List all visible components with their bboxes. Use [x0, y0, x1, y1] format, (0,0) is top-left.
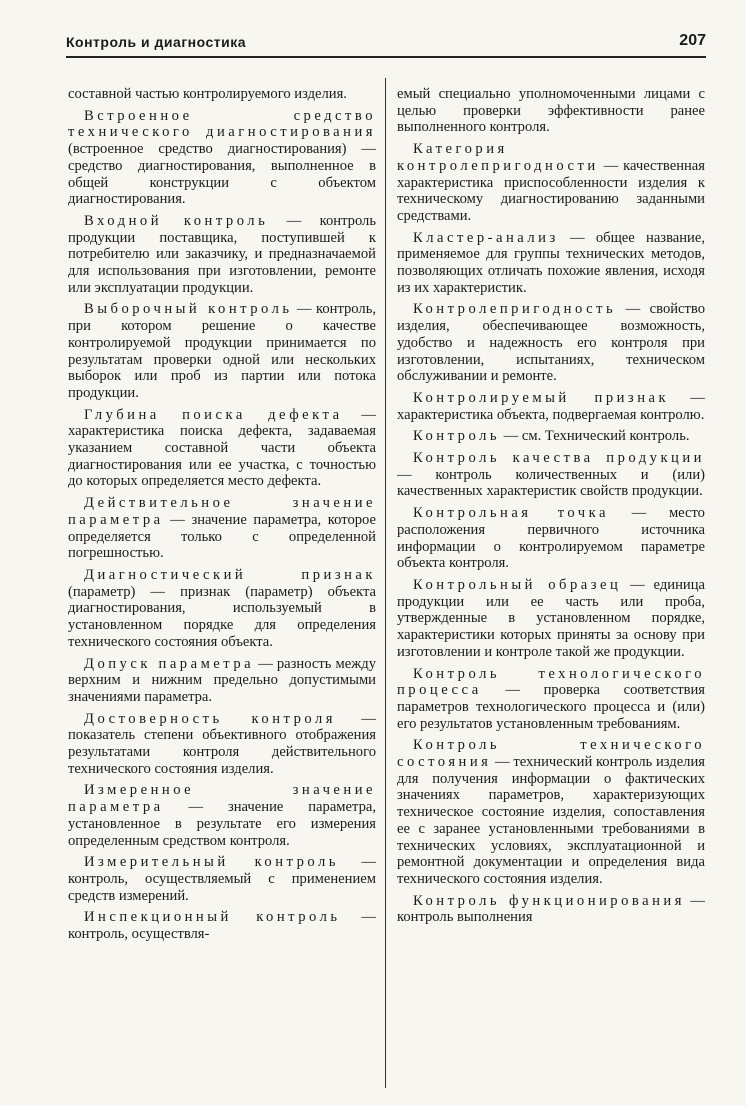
entry-term: Контроль технологического процесса [397, 665, 705, 699]
entry-definition: — контроль выполнения [397, 892, 705, 926]
glossary-entry [68, 108, 376, 208]
glossary-entry [68, 567, 376, 651]
glossary-entry [397, 893, 705, 926]
header-rule [66, 56, 706, 58]
entry-definition: — технический контроль изделия для получения информации о фактических значениях параметров, характеризующих техническое состояние изделия, сопоставления ее с заранее установленными требованиями в технических условиях, эксплуатационной и ремонтной документации и определения вида технического состояния изделия. [397, 754, 705, 887]
entry-term: Измерительный контроль [84, 854, 339, 871]
entry-term: Контрольный образец [413, 576, 622, 593]
entry-definition: — контроль, осуществля- [68, 909, 376, 943]
entry-definition: — свойство изделия, обеспечивающее возможность, удобство и надежность его контроля при изготовлении, испытаниях, техническом обслуживании и ремонте. [397, 301, 705, 385]
entry-definition: — единица продукции или ее часть или проба, утвержденные в установленном порядке, характеристики которых приняты за основу при изготовлении и контроле такой же продукции. [397, 576, 705, 660]
entry-definition: — показатель степени объективного отображения результатами контроля действительного технического состояния изделия. [68, 710, 376, 777]
glossary-entry [68, 909, 376, 942]
glossary-entry [397, 666, 705, 733]
entry-definition: — значение параметра, установленное в результате его измерения определенным средством контроля. [68, 799, 376, 849]
entry-definition: — проверка соответствия параметров технологического процесса и (или) его результатов установленным требованиям. [397, 682, 705, 732]
glossary-entry [397, 230, 705, 297]
entry-definition: — контроль, осуществляемый с применением средств измерений. [68, 854, 376, 904]
entry-term: Диагностический признак [84, 566, 376, 583]
entry-definition: — характеристика поиска дефекта, задаваемая указанием составной части объекта диагностирования или ее участка, с точностью до которых определяется место дефекта. [68, 406, 376, 490]
entry-term: Действительное значение параметра [68, 495, 376, 528]
entry-term: Контролепригодность [413, 301, 617, 318]
entry-definition: — контроль, при котором решение о качестве контролируемой продукции принимается по результатам проверки одной или нескольких выборок или проб из партии или потока продукции. [68, 301, 376, 401]
entry-definition: — контроль продукции поставщика, поступившей к потребителю или заказчику, и предназначаемой для использования при изготовлении, ремонте или эксплуатации продукции. [68, 212, 376, 296]
entry-term: Встроенное средство технического диагностирования [68, 107, 376, 141]
entry-term: Входной контроль [84, 212, 269, 229]
entry-term: Контроль функционирования [413, 892, 685, 909]
glossary-entry [68, 711, 376, 778]
entry-term: Допуск параметра [84, 655, 255, 672]
entry-definition: — контроль количественных и (или) качественных характеристик свойств продукции. [397, 466, 705, 500]
entry-definition: — см. Технический контроль. [500, 428, 690, 445]
entry-term: Кластер-анализ [413, 229, 559, 246]
running-title: Контроль и диагностика [66, 34, 247, 50]
entry-definition: — значение параметра, которое определяется только с определенной погрешностью. [68, 511, 376, 562]
entry-term: Контролируемый признак [413, 389, 670, 406]
glossary-entry [68, 86, 376, 103]
glossary-entry [397, 450, 705, 500]
entry-definition: составной частью контролируемого изделия. [68, 86, 347, 102]
entry-term: Контрольная точка [413, 505, 609, 522]
column-divider [385, 78, 386, 1088]
entry-term: Глубина поиска дефекта [84, 406, 343, 423]
entry-definition: — место расположения первичного источника информации о контролируемом параметре объекта контроля. [397, 505, 705, 572]
running-header [66, 30, 706, 54]
glossary-entry [397, 141, 705, 225]
left-column [68, 86, 376, 1086]
entry-definition: (встроенное средство диагностирования) — средство диагностирования, выполненное в общей конструкции с объектом диагностирования. [68, 141, 376, 208]
entry-definition: емый специально уполномоченными лицами с целью проверки эффективности ранее выполненного контроля. [397, 86, 705, 136]
entry-definition: — характеристика объекта, подвергаемая контролю. [397, 389, 705, 423]
glossary-entry [68, 495, 376, 562]
glossary-entry [397, 86, 705, 136]
glossary-entry [397, 390, 705, 423]
entry-term: Достоверность контроля [84, 710, 336, 727]
glossary-entry [68, 854, 376, 904]
entry-term: Контроль технического состояния [397, 737, 705, 771]
entry-definition: — качественная характеристика приспособленности изделия к техническому диагностированию заданными средствами. [397, 157, 705, 224]
entry-definition: (параметр) — признак (параметр) объекта диагностирования, используемый в установленном порядке для определения технического состояния объекта. [68, 583, 376, 650]
entry-definition: — общее название, применяемое для группы технических методов, позволяющих отличать похожие явления, исходя из их характеристик. [397, 229, 705, 296]
glossary-entry [68, 407, 376, 491]
glossary-entry [397, 577, 705, 661]
glossary-entry [397, 301, 705, 385]
glossary-entry [68, 782, 376, 849]
right-column [397, 86, 705, 1086]
entry-term: Контроль качества продукции [413, 450, 705, 467]
entry-term: Измеренное значение параметра [68, 782, 376, 816]
glossary-entry [397, 428, 705, 445]
entry-definition: — разность между верхним и нижним предельно допустимыми значениями параметра. [68, 655, 376, 705]
entry-term: Категория контролепригодности [397, 141, 599, 174]
glossary-entry [68, 656, 376, 706]
glossary-entry [397, 737, 705, 887]
page-number: 207 [679, 32, 706, 49]
glossary-entry [68, 301, 376, 401]
entry-term: Выборочный контроль [84, 301, 293, 318]
glossary-entry [397, 505, 705, 572]
entry-term: Контроль [413, 428, 501, 445]
glossary-entry [68, 213, 376, 297]
entry-term: Инспекционный контроль [84, 909, 341, 926]
